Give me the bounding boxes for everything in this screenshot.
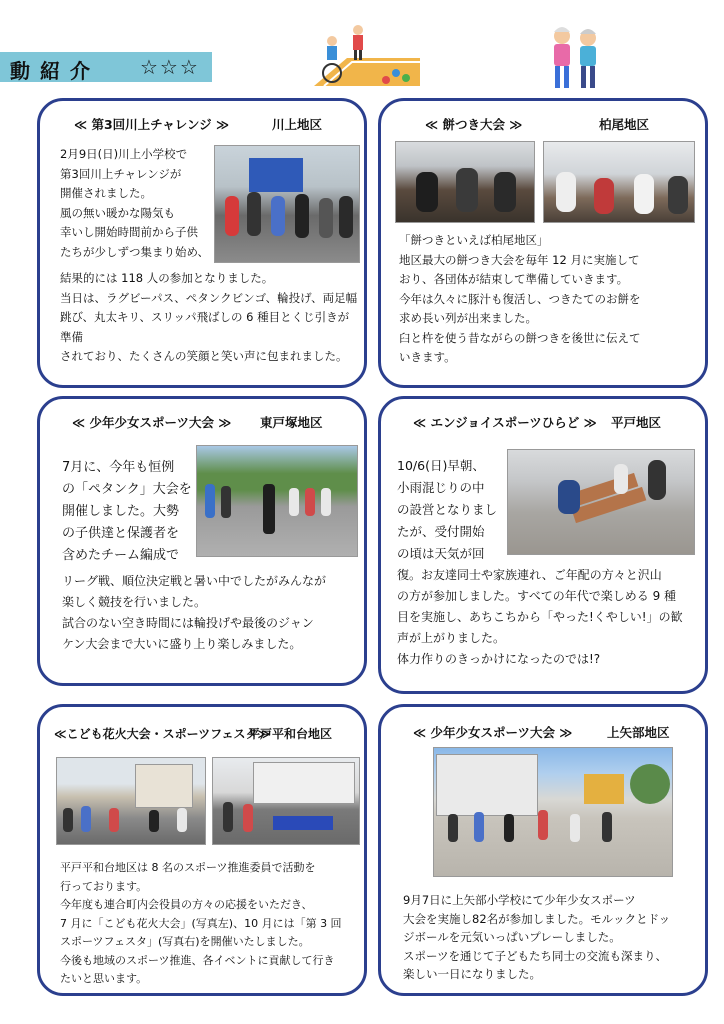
photo-sports-festa <box>212 757 360 845</box>
body-line: 行っております。 <box>60 879 148 893</box>
article-card-kashio <box>378 98 708 388</box>
body-line: 小雨混じりの中 <box>397 480 485 495</box>
body-line: リーグ戦、順位決定戦と暑い中でしたがみんなが <box>62 574 327 588</box>
body-line: 声が上がりました。 <box>397 631 506 645</box>
body-line: 風の無い暖かな陽気も <box>60 205 175 220</box>
article-title: ≪ 少年少女スポーツ大会 ≫ <box>72 415 232 430</box>
article-body <box>403 891 703 984</box>
article-body-wrapped <box>397 455 509 565</box>
body-line: 2月9日(日)川上小学校で <box>60 147 188 161</box>
district-name: 平戸平和台地区 <box>248 727 333 741</box>
body-line: の方が参加しました。すべての年代で楽しめる 9 種 <box>397 589 677 603</box>
body-line: ケン大会まで大いに盛り上り楽しみました。 <box>62 637 302 651</box>
body-line: 7 月に「こども花火大会」(写真左)、10 月には「第 3 回 <box>60 916 342 930</box>
body-line: 幸いし開始時間前から子供 <box>60 225 198 239</box>
body-line: の「ペタンク」大会を <box>62 482 192 497</box>
district-name: 東戸塚地区 <box>260 415 323 430</box>
district-name: 平戸地区 <box>611 415 662 430</box>
section-title: 動紹介 <box>10 59 100 83</box>
body-line: 目を実施し、あちこちから「やった!くやしい!」の歓 <box>397 610 683 624</box>
body-line: 開催しました。大勢 <box>62 504 180 519</box>
article-card-higashitotsuka <box>37 396 367 686</box>
body-line: ジボールを元気いっぱいプレーしました。 <box>403 930 621 944</box>
article-title: ≪こども花火大会・スポーツフェスタ≫ <box>54 727 271 741</box>
body-line: 今年は久々に豚汁も復活し、つきたてのお餅を <box>399 291 641 306</box>
body-line: 平戸平和台地区は 8 名のスポーツ推進委員で活動を <box>60 861 316 874</box>
body-line: 試合のない空き時間には輪投げや最後のジャン <box>62 616 314 630</box>
body-line: 跳び、丸太キリ、スリッパ飛ばしの 6 種目とくじ引きが準備 <box>60 310 350 344</box>
article-card-hiradoheiwadai <box>37 704 367 996</box>
district-name: 上矢部地区 <box>607 725 670 740</box>
body-line: 臼と杵を使う昔ながらの餅つきを後世に伝えて <box>399 330 641 345</box>
article-title: ≪ 餅つき大会 ≫ <box>425 117 523 132</box>
wheelchair-race-illustration <box>312 18 422 88</box>
body-line: 楽しく競技を行いました。 <box>62 595 207 609</box>
section-header <box>0 52 212 82</box>
article-card-hirado <box>378 396 708 694</box>
article-body <box>60 859 366 989</box>
body-line: されており、たくさんの笑顔と笑い声に包まれました。 <box>60 349 348 363</box>
body-line: 10/6(日)早朝、 <box>397 458 485 473</box>
body-line: たちが少しずつ集まり始め、 <box>60 244 210 259</box>
body-line: 地区最大の餅つき大会を毎年 12 月に実施して <box>399 252 640 267</box>
article-body <box>60 269 360 367</box>
district-name: 川上地区 <box>272 117 323 132</box>
article-card-kamiyabe <box>378 704 708 996</box>
body-line: 開催されました。 <box>60 186 152 200</box>
body-line: いきます。 <box>399 350 456 364</box>
body-line: 復。お友達同士や家族連れ、ご年配の方々と沢山 <box>397 568 662 582</box>
body-line: おり、各団体が結束して準備していきます。 <box>399 272 629 286</box>
body-line: の頃は天気が回 <box>397 546 485 561</box>
body-line: 7月に、今年も恒例 <box>62 460 175 475</box>
body-line: スポーツフェスタ」(写真右)を開催いたしました。 <box>60 935 310 948</box>
body-line: 今後も地域のスポーツ推進、各イベントに貢献して行き <box>60 953 335 967</box>
elderly-couple-illustration <box>540 24 610 94</box>
photo-mochitsuki-crowd <box>395 141 535 223</box>
body-line: 結果的には 118 人の参加となりました。 <box>60 271 274 285</box>
article-body <box>399 231 703 368</box>
article-title: ≪ 第3回川上チャレンジ ≫ <box>74 117 230 132</box>
body-line: スポーツを通じて子どもたち同士の交流も深まり、 <box>403 948 668 963</box>
photo-kamiyabe-sports <box>433 747 673 877</box>
body-line: の設営となりまし <box>397 502 498 517</box>
star-decoration: ☆☆☆ <box>140 55 200 79</box>
body-line: 楽しい一日になりました。 <box>403 967 541 981</box>
photo-mochitsuki-table <box>543 141 695 223</box>
body-line: の子供達と保護者を <box>62 526 180 541</box>
body-line: 大会を実施し82名が参加しました。モルックとドッ <box>403 911 671 926</box>
article-body <box>397 565 703 670</box>
body-line: たいと思います。 <box>60 972 148 985</box>
body-line: たが、受付開始 <box>397 524 485 539</box>
article-body <box>62 571 362 655</box>
district-name: 柏尾地区 <box>599 117 650 132</box>
body-line: 当日は、ラグビーパス、ペタンクビンゴ、輪投げ、両足幅 <box>60 290 358 305</box>
article-title: ≪ 少年少女スポーツ大会 ≫ <box>413 725 573 740</box>
body-line: 体力作りのきっかけになったのでは!? <box>397 652 601 666</box>
body-line: 今年度も連合町内会役員の方々の応援をいただき、 <box>60 898 313 911</box>
photo-enjoy-sports <box>507 449 695 555</box>
article-body-wrapped <box>60 145 212 262</box>
article-body-wrapped <box>62 457 196 567</box>
body-line: 含めたチーム編成で <box>62 548 180 563</box>
body-line: 求め長い列が出来ました。 <box>399 311 537 325</box>
article-card-kawakami <box>37 98 367 388</box>
article-title: ≪ エンジョイスポーツひらど ≫ <box>413 415 597 430</box>
body-line: 第3回川上チャレンジが <box>60 166 182 181</box>
body-line: 「餅つきといえば柏尾地区」 <box>399 233 549 247</box>
photo-fireworks-event <box>56 757 206 845</box>
body-line: 9月7日に上矢部小学校にて少年少女スポーツ <box>403 893 636 907</box>
photo-challenge-event <box>214 145 360 263</box>
photo-petanque <box>196 445 358 557</box>
